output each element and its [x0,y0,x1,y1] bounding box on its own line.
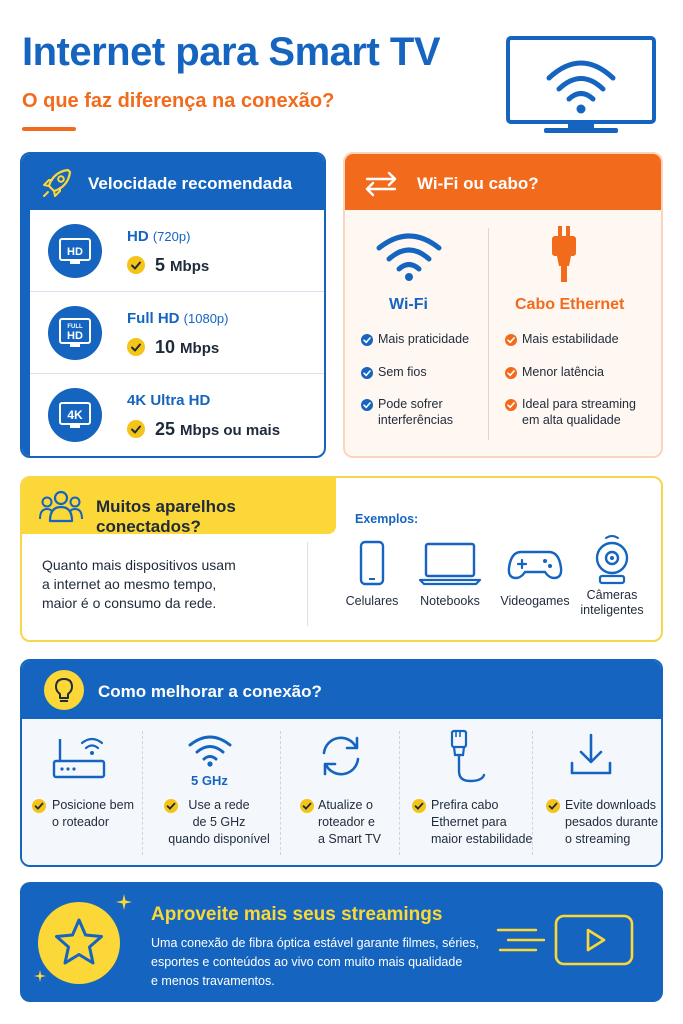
banner-line: e menos travamentos. [151,974,275,988]
page-title: Internet para Smart TV [22,30,441,74]
star-icon [38,902,120,984]
tips-card [20,659,663,867]
tip-line: de 5 GHz [192,815,246,829]
tip-separator [280,731,281,855]
wifi-item-cont: interferências [378,413,454,427]
hd-label-main: HD [127,228,149,245]
tip-line: roteador e [318,815,375,829]
tip-separator [532,731,533,855]
fullhd-speed-unit: Mbps [180,340,220,357]
devices-description-line: Quanto mais dispositivos usam [42,557,236,573]
check-icon [127,420,145,438]
wifi-icon [375,230,443,282]
cable-item-cont: em alta qualidade [522,413,621,427]
ethernet-cable-icon [442,727,492,789]
device-label-line: inteligentes [580,603,644,617]
tips-header [22,661,661,719]
tips-title: Como melhorar a conexão? [98,682,322,701]
tips-body [22,719,661,865]
tip-separator [399,731,400,855]
wifi-item: Sem fios [378,365,427,379]
play-screen-icon [496,912,636,968]
fullhd-badge [48,306,102,360]
hd-badge-label: HD [67,246,83,258]
hd-label-res: (720p) [152,229,191,244]
cable-item: Menor latência [522,365,604,379]
devices-card [20,476,663,642]
rocket-icon [40,166,74,200]
swap-arrows-icon [361,170,401,198]
4k-badge-label: 4K [67,408,83,422]
devices-header [22,478,336,534]
title-divider [22,127,76,131]
speed-row-hd [30,210,326,292]
devices-divider [307,542,308,626]
check-icon [300,799,314,813]
tip-line: Ethernet para [431,815,507,829]
tip-line: Use a rede [188,798,250,812]
4k-speed [155,419,280,440]
banner-text [151,934,491,991]
speed-card [20,152,326,458]
tip-line: a Smart TV [318,832,381,846]
5ghz-label: 5 GHz [191,773,228,788]
ethernet-plug-icon [548,224,580,284]
device-camera [574,534,650,618]
check-icon [546,799,560,813]
column-divider [488,228,489,440]
hd-label [127,228,190,245]
tip-line: o roteador [52,815,109,829]
check-icon [127,256,145,274]
tv-wifi-icon [506,36,656,136]
speed-card-title: Velocidade recomendada [88,174,293,193]
tip-text [164,797,274,848]
page-subtitle: O que faz diferença na conexão? [22,90,335,112]
speed-card-header [22,154,324,210]
wifi-item: Mais praticidade [378,332,470,346]
tip-line: Prefira cabo [431,798,499,812]
device-gamepad [497,540,573,609]
banner-line: Uma conexão de fibra óptica estável garante filmes, séries, [151,936,479,950]
refresh-icon [316,731,366,781]
device-phone [344,540,400,609]
sparkle-icon [116,894,132,910]
tip-text [318,797,381,848]
tip-line: Atualize o [318,798,373,812]
wifi-5ghz-icon [186,733,234,767]
banner-title: Aproveite mais seus streamings [151,904,443,925]
device-label: Videogames [500,594,570,608]
laptop-icon [418,540,482,586]
cable-item: Mais estabilidade [522,332,619,346]
star-badge [38,902,120,984]
hd-speed-unit: Mbps [170,258,210,275]
wifi-cable-body [345,210,661,456]
4k-speed-value: 25 [155,419,176,439]
wifi-cable-title: Wi-Fi ou cabo? [417,174,539,193]
check-icon [505,334,517,346]
examples-label: Exemplos: [355,512,419,526]
fullhd-speed [155,337,219,358]
devices-title: Muitos aparelhos conectados? [96,497,236,536]
check-icon [127,338,145,356]
device-label: Celulares [345,594,399,608]
4k-label: 4K Ultra HD [127,392,211,409]
tip-line: Posicione bem [52,798,134,812]
wifi-item: Pode sofrer [378,397,443,411]
tip-separator [142,731,143,855]
speed-row-fullhd [30,292,326,374]
gamepad-icon [507,540,563,586]
tip-text [565,797,658,848]
device-label-line: Câmeras [586,588,638,602]
tip-line: quando disponível [168,832,270,846]
banner-line: esportes e conteúdos ao vivo com muito mais qualidade [151,955,463,969]
device-laptop [415,540,485,609]
devices-description-line: maior é o consumo da rede. [42,595,217,611]
wifi-column-title: Wi-Fi [389,296,428,313]
fullhd-badge-label: HD [67,330,83,342]
lightbulb-icon [44,670,84,710]
tip-line: o streaming [565,832,631,846]
cable-column-title: Cabo Ethernet [515,296,625,313]
4k-badge [48,388,102,442]
hd-badge [48,224,102,278]
tip-line: Evite downloads [565,798,657,812]
devices-description-line: a internet ao mesmo tempo, [42,576,217,592]
tip-text [431,797,532,848]
download-icon [566,731,616,781]
wifi-cable-card [343,152,663,458]
speed-row-4k [30,374,326,456]
check-icon [361,399,373,411]
device-label [574,588,650,618]
fullhd-label-res: (1080p) [183,311,229,326]
tip-text [52,797,134,831]
check-icon [361,334,373,346]
tip-line: pesados durante [565,815,659,829]
group-people-icon [38,488,84,524]
device-label: Notebooks [420,594,480,608]
wifi-cable-header [345,154,661,210]
router-icon [50,733,108,781]
fullhd-badge-top: FULL [67,324,83,330]
check-icon [505,399,517,411]
check-icon [32,799,46,813]
phone-icon [359,540,385,586]
speed-card-accent [22,210,30,456]
fullhd-label-main: Full HD [127,310,180,327]
devices-description [42,556,282,613]
hd-speed-value: 5 [155,255,166,275]
cable-item: Ideal para streaming [522,397,636,411]
check-icon [412,799,426,813]
check-icon [361,367,373,379]
streaming-banner [20,882,663,1002]
check-icon [505,367,517,379]
sparkle-icon [34,970,46,982]
fullhd-speed-value: 10 [155,337,176,357]
camera-icon [592,534,632,586]
hd-speed [155,255,209,276]
fullhd-label [127,310,228,327]
tip-line: maior estabilidade [431,832,533,846]
4k-speed-unit: Mbps ou mais [180,422,281,439]
